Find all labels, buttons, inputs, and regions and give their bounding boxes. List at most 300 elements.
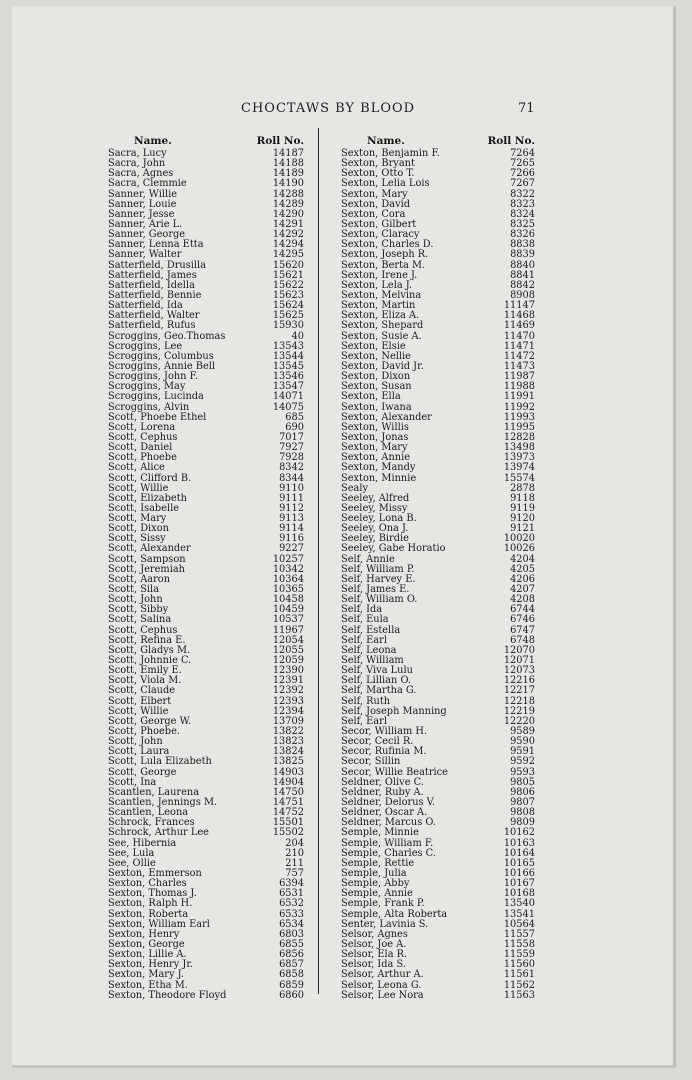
document-page	[12, 6, 676, 1068]
entry-roll-number: 10257	[272, 553, 304, 565]
roll-entry	[341, 463, 535, 473]
entry-roll-number: 10564	[503, 918, 535, 930]
entry-roll-number: 12394	[272, 705, 304, 717]
entry-name: Selsor, Lee Nora	[341, 989, 424, 1001]
entry-roll-number: 15620	[272, 259, 304, 271]
entry-roll-number: 12070	[503, 644, 535, 656]
entry-roll-number: 12216	[503, 675, 535, 687]
entry-roll-number: 14189	[272, 168, 304, 180]
entry-roll-number: 11558	[503, 938, 535, 950]
entry-roll-number: 6531	[279, 888, 304, 900]
entry-name: Scott, Alexander	[108, 543, 191, 555]
entry-name: Scott, Sissy	[108, 533, 166, 545]
entry-roll-number: 11988	[503, 381, 535, 393]
entry-roll-number: 11991	[503, 391, 535, 403]
entry-name: Sexton, Annie	[341, 452, 411, 464]
entry-roll-number: 10364	[272, 573, 304, 585]
entry-name: Semple, Charles C.	[341, 847, 436, 859]
entry-name: Self, Leona	[341, 644, 397, 656]
entry-roll-number: 6856	[279, 949, 304, 961]
entry-name: Scott, George	[108, 766, 177, 778]
entry-name: Semple, Rettie	[341, 857, 415, 869]
entry-name: Seldner, Delorus V.	[341, 797, 436, 808]
entry-roll-number: 14289	[272, 198, 304, 210]
entry-roll-number: 14291	[272, 218, 304, 230]
entry-name: Sexton, Claracy	[341, 229, 420, 241]
entry-roll-number: 6746	[510, 614, 535, 626]
entry-name: Self, Ruth	[341, 695, 391, 707]
entry-name: Sexton, Otto T.	[341, 168, 415, 180]
entry-roll-number: 13825	[272, 756, 304, 768]
entry-name: Sanner, Walter	[108, 249, 182, 261]
entry-roll-number: 12390	[272, 665, 304, 677]
roll-entry	[108, 321, 304, 331]
entry-roll-number: 6748	[510, 634, 535, 646]
entry-name: Sealy	[341, 482, 369, 494]
entry-roll-number: 14294	[272, 239, 304, 251]
entry-name: Schrock, Frances	[108, 817, 195, 829]
entry-name: Sacra, Lucy	[108, 148, 167, 159]
entry-roll-number: 10168	[503, 888, 535, 900]
entry-roll-number: 685	[285, 411, 304, 423]
entry-roll-number: 11992	[503, 401, 535, 413]
entry-name: Sanner, Jesse	[108, 208, 175, 220]
entry-roll-number: 14075	[272, 401, 304, 413]
entry-name: Sexton, Cora	[341, 208, 406, 220]
entry-roll-number: 8841	[510, 269, 535, 281]
entry-name: Scott, Phoebe.	[108, 726, 180, 738]
entry-name: Seeley, Missy	[341, 502, 408, 514]
entry-roll-number: 12054	[272, 634, 304, 646]
entry-roll-number: 13543	[272, 340, 304, 352]
entry-name: Sexton, Iwana	[341, 401, 412, 413]
entry-roll-number: 15625	[272, 310, 304, 322]
entry-name: Scott, Claude	[108, 685, 176, 697]
entry-roll-number: 8842	[510, 279, 535, 291]
entry-roll-number: 8323	[510, 198, 535, 210]
entry-roll-number: 9593	[510, 766, 535, 778]
entry-roll-number: 14288	[272, 188, 304, 200]
entry-roll-number: 13823	[272, 736, 304, 748]
entry-name: Scroggins, Alvin	[108, 401, 190, 413]
entry-name: Senter, Lavinia S.	[341, 918, 429, 930]
entry-roll-number: 7927	[279, 442, 304, 454]
entry-name: Semple, Julia	[341, 867, 407, 879]
entry-name: Scott, Viola M.	[108, 675, 182, 687]
name-header: Name.	[367, 135, 405, 147]
entry-roll-number: 6532	[279, 898, 304, 910]
entry-roll-number: 10342	[272, 563, 304, 575]
entry-roll-number: 11147	[503, 300, 535, 312]
entry-roll-number: 757	[285, 867, 304, 879]
entry-name: Secor, William H.	[341, 726, 428, 738]
entry-roll-number: 6857	[279, 959, 304, 971]
entry-name: Satterfield, Ida	[108, 300, 183, 312]
entry-name: Self, Harvey E.	[341, 573, 416, 585]
entry-roll-number: 204	[285, 837, 304, 849]
entry-name: Sanner, Willie	[108, 188, 178, 200]
entry-roll-number: 12219	[503, 705, 535, 717]
entry-roll-number: 14904	[272, 776, 304, 788]
entry-name: Scott, Salina	[108, 614, 172, 626]
entry-roll-number: 15502	[272, 827, 304, 839]
entry-name: Semple, Frank P.	[341, 898, 425, 910]
entry-roll-number: 10166	[503, 867, 535, 879]
entry-roll-number: 6744	[510, 604, 535, 616]
entry-roll-number: 211	[285, 857, 304, 869]
entry-roll-number: 11473	[503, 360, 535, 372]
roll-entry	[341, 321, 535, 331]
entry-name: Satterfield, Walter	[108, 310, 200, 322]
roll-entry	[108, 991, 304, 1001]
entry-name: Scroggins, Annie Bell	[108, 360, 216, 372]
entry-name: Seldner, Ruby A.	[341, 786, 424, 798]
entry-roll-number: 8325	[510, 218, 535, 230]
entry-name: Selsor, Arthur A.	[341, 969, 424, 981]
entry-name: Satterfield, Rufus	[108, 320, 196, 332]
entry-name: Scott, Elizabeth	[108, 492, 187, 504]
entry-roll-number: 6747	[510, 624, 535, 636]
entry-roll-number: 15574	[503, 472, 535, 484]
entry-roll-number: 11993	[503, 411, 535, 423]
entry-roll-number: 11561	[503, 969, 535, 981]
entry-name: Selsor, Leona G.	[341, 979, 422, 991]
entry-name: Sexton, Susie A.	[341, 330, 422, 342]
entry-roll-number: 14750	[272, 786, 304, 798]
entry-roll-number: 15930	[272, 320, 304, 332]
entry-roll-number: 11967	[272, 624, 304, 636]
entry-name: Selsor, Agnes	[341, 928, 408, 940]
entry-name: Scroggins, Lucinda	[108, 391, 204, 403]
entry-roll-number: 9589	[510, 726, 535, 738]
entry-roll-number: 4207	[510, 584, 535, 596]
entry-name: Self, Ida	[341, 604, 383, 616]
entry-name: Scott, Mary	[108, 513, 167, 525]
entry-name: Scott, Laura	[108, 746, 170, 758]
entry-name: Scott, Dixon	[108, 523, 169, 535]
entry-name: Self, Estella	[341, 624, 401, 636]
entry-name: Self, Joseph Manning	[341, 705, 447, 717]
column-divider	[318, 128, 319, 994]
entry-name: Semple, Minnie	[341, 827, 419, 839]
entry-name: Secor, Sillin	[341, 756, 401, 768]
entry-name: Scroggins, Columbus	[108, 350, 214, 362]
entry-roll-number: 9113	[279, 513, 304, 525]
entry-roll-number: 6855	[279, 938, 304, 950]
entry-name: Self, Viva Lulu	[341, 665, 413, 677]
entry-roll-number: 9807	[510, 797, 535, 808]
entry-name: Sexton, Gilbert	[341, 218, 417, 230]
entry-roll-number: 11559	[503, 949, 535, 961]
entry-roll-number: 12059	[272, 655, 304, 667]
entry-roll-number: 15623	[272, 289, 304, 301]
entry-roll-number: 6534	[279, 918, 304, 930]
entry-name: Sacra, Clemmie	[108, 178, 187, 190]
entry-roll-number: 8342	[279, 462, 304, 474]
entry-name: Scantlen, Jennings M.	[108, 797, 218, 808]
entry-roll-number: 10459	[272, 604, 304, 616]
entry-roll-number: 40	[291, 330, 304, 342]
entry-roll-number: 12217	[503, 685, 535, 697]
entry-roll-number: 14290	[272, 208, 304, 220]
entry-name: Semple, Abby	[341, 878, 410, 890]
entry-name: Sexton, Martin	[341, 300, 416, 312]
entry-name: Scroggins, Lee	[108, 340, 183, 352]
entry-name: Secor, Rufinia M.	[341, 746, 427, 758]
entry-roll-number: 14188	[272, 158, 304, 170]
entry-name: Sexton, Susan	[341, 381, 412, 393]
entry-name: Sexton, Jonas	[341, 431, 409, 443]
entry-name: Seldner, Marcus O.	[341, 817, 436, 829]
entry-roll-number: 14751	[272, 797, 304, 808]
entry-name: Sexton, Ella	[341, 391, 401, 403]
entry-name: Sexton, Emmerson	[108, 867, 202, 879]
entry-name: Sexton, Thomas J.	[108, 888, 197, 900]
entry-name: Satterfield, Bennie	[108, 289, 202, 301]
entry-name: Scott, Alice	[108, 462, 165, 474]
entry-name: Scroggins, May	[108, 381, 186, 393]
entry-name: Scott, Emily E.	[108, 665, 182, 677]
entry-name: Satterfield, Idella	[108, 279, 195, 291]
entry-roll-number: 13973	[503, 452, 535, 464]
entry-roll-number: 8839	[510, 249, 535, 261]
entry-roll-number: 12073	[503, 665, 535, 677]
entry-roll-number: 13822	[272, 726, 304, 738]
entry-name: Sexton, Joseph R.	[341, 249, 429, 261]
entry-roll-number: 9808	[510, 807, 535, 819]
entry-name: Sexton, Dixon	[341, 371, 411, 383]
entry-roll-number: 7267	[510, 178, 535, 190]
entry-name: Self, Lillian O.	[341, 675, 412, 687]
entry-name: Scroggins, John F.	[108, 371, 198, 383]
entry-name: Sexton, Nellie	[341, 350, 411, 362]
entry-name: Sexton, Elsie	[341, 340, 406, 352]
name-header: Name.	[134, 135, 172, 147]
page-title: CHOCTAWS BY BLOOD	[241, 101, 416, 116]
entry-name: Scroggins, Geo.Thomas	[108, 330, 226, 342]
entry-name: Sexton, Benjamin F.	[341, 148, 440, 159]
entry-name: Self, James E.	[341, 584, 410, 596]
entry-name: Sexton, Berta M.	[341, 259, 426, 271]
entry-roll-number: 12220	[503, 715, 535, 727]
entry-roll-number: 13974	[503, 462, 535, 474]
entry-name: Sacra, Agnes	[108, 168, 174, 180]
entry-roll-number: 11562	[503, 979, 535, 991]
entry-name: Seeley, Birdie	[341, 533, 409, 545]
roll-entry	[108, 392, 304, 402]
entry-roll-number: 11472	[503, 350, 535, 362]
entry-name: Sexton, George	[108, 938, 185, 950]
entry-name: Sexton, Melvina	[341, 289, 422, 301]
entry-roll-number: 6533	[279, 908, 304, 920]
entry-name: Sanner, Arie L.	[108, 218, 183, 230]
entry-name: Sexton, Roberta	[108, 908, 189, 920]
entry-roll-number: 6858	[279, 969, 304, 981]
entry-name: Sacra, John	[108, 158, 166, 170]
entry-roll-number: 13546	[272, 371, 304, 383]
entry-name: Scott, Johnnie C.	[108, 655, 192, 667]
entry-roll-number: 7265	[510, 158, 535, 170]
entry-roll-number: 14295	[272, 249, 304, 261]
entry-roll-number: 8840	[510, 259, 535, 271]
entry-roll-number: 14187	[272, 148, 304, 159]
entry-roll-number: 4208	[510, 594, 535, 606]
entry-name: Scott, Willie	[108, 705, 169, 717]
entry-name: Scott, Cephus	[108, 624, 178, 636]
roll-header: Roll No.	[487, 135, 535, 147]
entry-name: Seldner, Olive C.	[341, 776, 424, 788]
left-column-header	[108, 135, 304, 149]
entry-name: Scott, Clifford B.	[108, 472, 192, 484]
entry-roll-number: 11987	[503, 371, 535, 383]
entry-name: Scott, Jeremiah	[108, 563, 185, 575]
entry-roll-number: 9592	[510, 756, 535, 768]
entry-name: Sexton, Mandy	[341, 462, 416, 474]
entry-name: Scott, Sampson	[108, 553, 186, 565]
roll-header: Roll No.	[256, 135, 304, 147]
entry-roll-number: 9227	[279, 543, 304, 555]
entry-name: Scantlen, Leona	[108, 807, 189, 819]
entry-roll-number: 7266	[510, 168, 535, 180]
entry-name: Scott, Refina E.	[108, 634, 186, 646]
entry-name: Self, Martha G.	[341, 685, 417, 697]
entry-roll-number: 14292	[272, 229, 304, 241]
entry-name: Scott, Elbert	[108, 695, 172, 707]
entry-roll-number: 12055	[272, 644, 304, 656]
entry-name: Scott, Isabelle	[108, 502, 180, 514]
entry-roll-number: 9590	[510, 736, 535, 748]
entry-roll-number: 12218	[503, 695, 535, 707]
roll-entry	[341, 392, 535, 402]
entry-name: Semple, Annie	[341, 888, 413, 900]
entry-name: Sexton, Lelia Lois	[341, 178, 430, 190]
entry-roll-number: 11470	[503, 330, 535, 342]
entry-roll-number: 9121	[510, 523, 535, 535]
entry-name: Sexton, Henry Jr.	[108, 959, 194, 971]
entry-name: See, Hibernia	[108, 837, 177, 849]
entry-name: Seeley, Alfred	[341, 492, 410, 504]
entry-roll-number: 9591	[510, 746, 535, 758]
entry-roll-number: 9119	[510, 502, 535, 514]
entry-name: Sexton, Willis	[341, 421, 409, 433]
entry-name: Sexton, David	[341, 198, 411, 210]
entry-roll-number: 15621	[272, 269, 304, 281]
entry-roll-number: 13541	[503, 908, 535, 920]
entry-name: Sexton, Charles	[108, 878, 187, 890]
entry-roll-number: 10026	[503, 543, 535, 555]
entry-roll-number: 9806	[510, 786, 535, 798]
entry-name: Self, William O.	[341, 594, 418, 606]
entry-roll-number: 10167	[503, 878, 535, 890]
entry-name: Secor, Cecil R.	[341, 736, 414, 748]
entry-name: Sanner, George	[108, 229, 186, 241]
entry-name: Scott, Lula Elizabeth	[108, 756, 212, 768]
entry-name: Sexton, Charles D.	[341, 239, 434, 251]
entry-name: Seeley, Ona J.	[341, 523, 409, 535]
entry-roll-number: 13540	[503, 898, 535, 910]
entry-roll-number: 13498	[503, 442, 535, 454]
entry-name: Selsor, Ida S.	[341, 959, 406, 971]
entry-roll-number: 6859	[279, 979, 304, 991]
entry-roll-number: 15624	[272, 300, 304, 312]
entry-roll-number: 10365	[272, 584, 304, 596]
entry-name: Self, Eula	[341, 614, 389, 626]
entry-name: Sexton, Lela J.	[341, 279, 413, 291]
entry-roll-number: 6860	[279, 989, 304, 1001]
entry-roll-number: 12828	[503, 431, 535, 443]
entry-roll-number: 14071	[272, 391, 304, 403]
entry-name: Scott, Daniel	[108, 442, 173, 454]
entry-roll-number: 9111	[279, 492, 304, 504]
entry-roll-number: 11563	[503, 989, 535, 1001]
entry-roll-number: 13709	[272, 715, 304, 727]
entry-roll-number: 14903	[272, 766, 304, 778]
entry-name: Semple, Alta Roberta	[341, 908, 448, 920]
entry-name: Sanner, Lenna Etta	[108, 239, 204, 251]
entry-roll-number: 12393	[272, 695, 304, 707]
entry-roll-number: 9114	[279, 523, 304, 535]
entry-roll-number: 10458	[272, 594, 304, 606]
entry-roll-number: 13547	[272, 381, 304, 393]
entry-roll-number: 10163	[503, 837, 535, 849]
entry-name: Scott, Sila	[108, 584, 160, 596]
entry-roll-number: 15622	[272, 279, 304, 291]
entry-name: Scott, Phoebe	[108, 452, 177, 464]
right-column	[341, 135, 535, 1001]
entry-roll-number: 7928	[279, 452, 304, 464]
entry-roll-number: 6803	[279, 928, 304, 940]
entry-name: Satterfield, James	[108, 269, 197, 281]
entry-roll-number: 8344	[279, 472, 304, 484]
entry-roll-number: 210	[285, 847, 304, 859]
entry-roll-number: 10162	[503, 827, 535, 839]
entry-name: Sexton, Ralph H.	[108, 898, 193, 910]
entry-roll-number: 11468	[503, 310, 535, 322]
page-number: 71	[518, 101, 535, 116]
entry-name: Scott, Willie	[108, 482, 169, 494]
entry-roll-number: 13824	[272, 746, 304, 758]
entry-name: Scott, Sibby	[108, 604, 169, 616]
entry-roll-number: 8908	[510, 289, 535, 301]
entry-name: Sexton, David Jr.	[341, 360, 424, 372]
entry-roll-number: 14190	[272, 178, 304, 190]
entry-roll-number: 11471	[503, 340, 535, 352]
entry-name: Secor, Willie Beatrice	[341, 766, 448, 778]
entry-roll-number: 9120	[510, 513, 535, 525]
entry-roll-number: 9118	[510, 492, 535, 504]
entry-name: Self, Earl	[341, 715, 387, 727]
entry-roll-number: 4204	[510, 553, 535, 565]
entry-name: Sexton, Shepard	[341, 320, 424, 332]
entry-roll-number: 10537	[272, 614, 304, 626]
entry-roll-number: 12392	[272, 685, 304, 697]
entry-roll-number: 13544	[272, 350, 304, 362]
entry-roll-number: 14752	[272, 807, 304, 819]
entry-name: Sexton, Eliza A.	[341, 310, 420, 322]
entry-name: Seeley, Gabe Horatio	[341, 543, 446, 555]
entry-roll-number: 9110	[279, 482, 304, 494]
left-column	[108, 135, 304, 1001]
entry-name: Scott, Gladys M.	[108, 644, 191, 656]
entry-name: Scott, Aaron	[108, 573, 171, 585]
entry-roll-number: 9112	[279, 502, 304, 514]
entry-roll-number: 9805	[510, 776, 535, 788]
entry-name: Sanner, Louie	[108, 198, 177, 210]
entry-name: Sexton, Lillie A.	[108, 949, 187, 961]
entry-name: Sexton, Irene J.	[341, 269, 418, 281]
entry-name: Scott, Cephus	[108, 431, 178, 443]
entry-name: Selsor, Joe A.	[341, 938, 407, 950]
